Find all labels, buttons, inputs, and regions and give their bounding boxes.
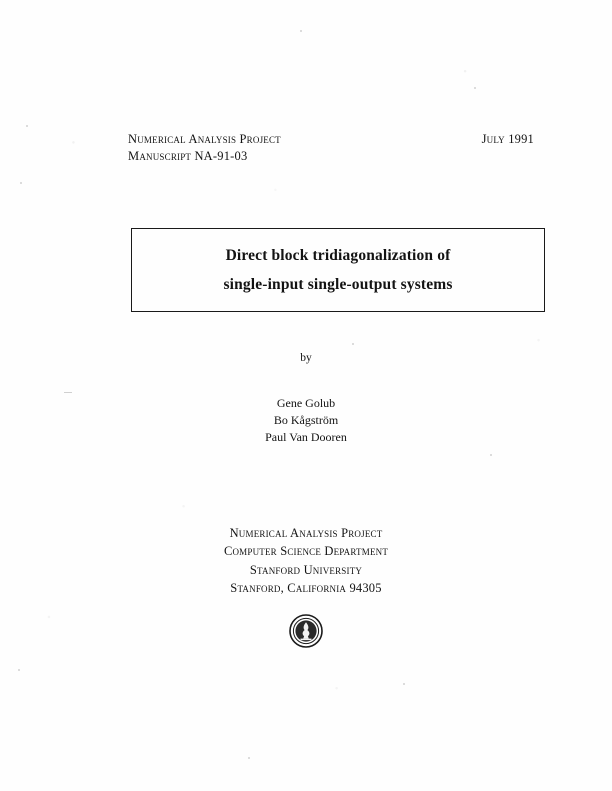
- scan-speck: [403, 683, 405, 685]
- author-name: Bo Kågström: [273, 413, 339, 428]
- paper-title-line-2: single-input single-output systems: [223, 275, 453, 293]
- scan-speck: [300, 30, 302, 32]
- project-name: Numerical Analysis Project: [128, 132, 281, 146]
- author-name: Gene Golub: [276, 396, 336, 410]
- publication-date: July 1991: [481, 132, 534, 146]
- byline-label: by: [300, 352, 312, 364]
- title-box: [131, 228, 545, 312]
- author-list: [0, 395, 612, 446]
- manuscript-number: Manuscript NA-91-03: [128, 148, 248, 163]
- scan-speck: [352, 343, 354, 345]
- seal-container: [0, 614, 612, 648]
- affiliation-line: Computer Science Department: [223, 544, 389, 559]
- affiliation-block: [0, 524, 612, 598]
- scan-speck: [474, 87, 476, 89]
- author-name: Paul Van Dooren: [265, 430, 347, 445]
- affiliation-line: Stanford, California 94305: [230, 581, 382, 596]
- document-header: [128, 131, 534, 165]
- scan-speck: [18, 669, 20, 671]
- stanford-university-seal-icon: [289, 614, 323, 648]
- affiliation-line: Stanford University: [249, 562, 363, 577]
- scan-speck: [20, 182, 22, 184]
- scan-speck: [490, 454, 492, 456]
- project-identifier: [128, 131, 281, 165]
- paper-title-line-1: Direct block tridiagonalization of: [225, 246, 451, 264]
- scan-speck: [248, 757, 250, 759]
- affiliation-line: Numerical Analysis Project: [229, 526, 383, 540]
- scan-speck: [26, 125, 28, 127]
- scan-speck: [64, 392, 72, 393]
